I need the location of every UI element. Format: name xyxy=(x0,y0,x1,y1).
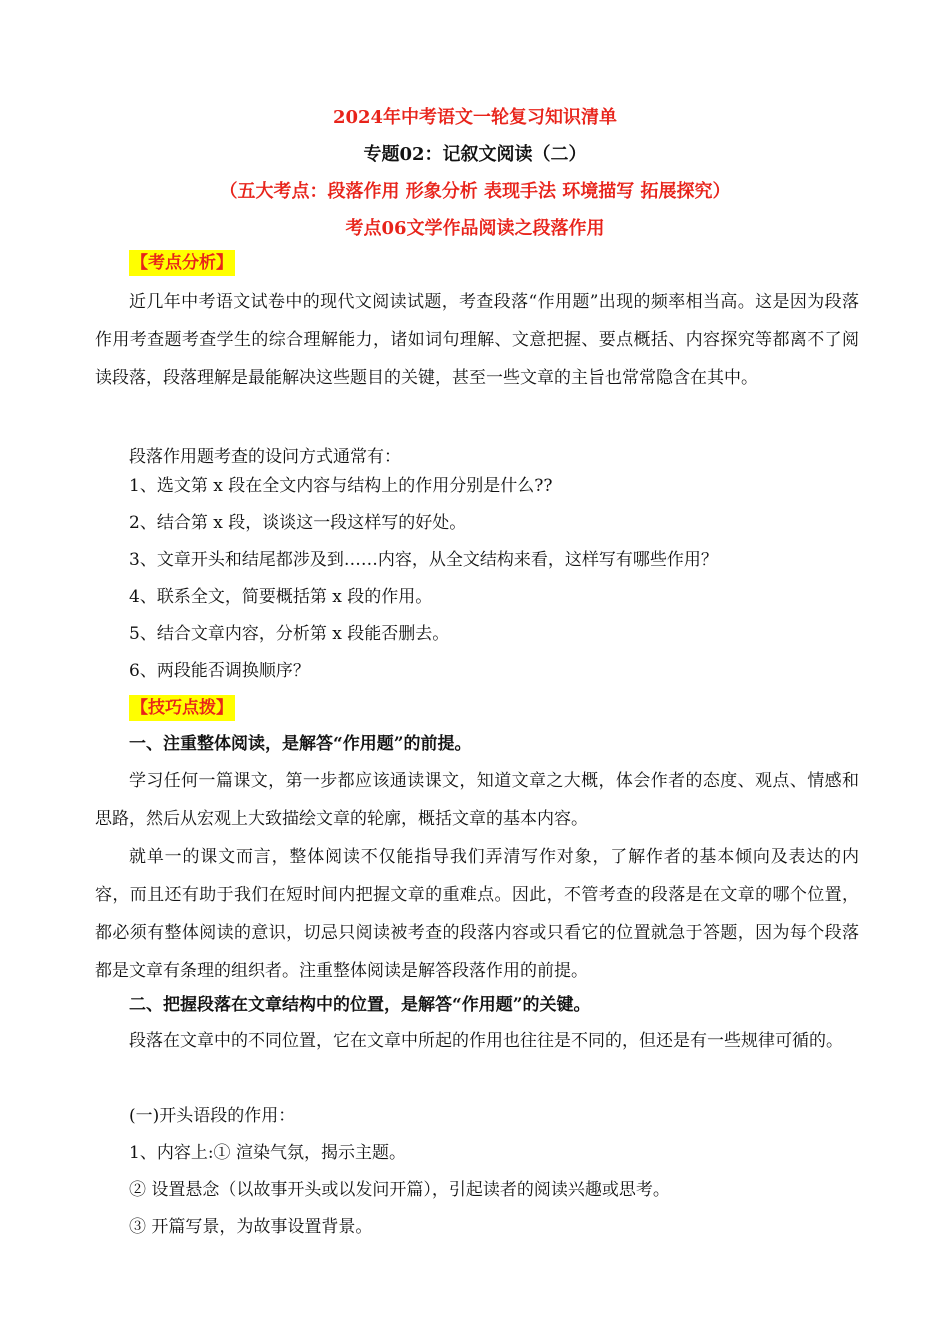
doc-topic: 专题02：记叙文阅读（二） xyxy=(363,144,587,165)
question-intro: 段落作用题考查的设问方式通常有： xyxy=(129,447,401,467)
analysis-paragraph: 近几年中考语文试卷中的现代文阅读试题，考查段落“作用题”出现的频率相当高。这是因为段落作用考查题考查学生的综合理解能力，诸如词句理解、文意把握、要点概括、内容探究等都离不了阅读段落，段落理解是最能解决这些题目的关键，甚至一些文章的主旨也常常隐含在其中。 xyxy=(95,292,859,388)
skill-heading-2: 二、把握段落在文章结构中的位置，是解答“作用题”的关键。 xyxy=(129,995,591,1015)
question-item-2: 2、结合第 x 段，谈谈这一段这样写的好处。 xyxy=(129,513,467,533)
skill-heading-1: 一、注重整体阅读，是解答“作用题”的前提。 xyxy=(129,734,472,754)
skill-paragraph-1: 学习任何一篇课文，第一步都应该通读课文，知道文章之大概，体会作者的态度、观点、情感和思路，然后从宏观上大致描绘文章的轮廓，概括文章的基本内容。 xyxy=(95,771,859,829)
question-item-5: 5、结合文章内容，分析第 x 段能否删去。 xyxy=(129,624,450,644)
skill-paragraph-3: 段落在文章中的不同位置，它在文章中所起的作用也往往是不同的，但还是有一些规律可循的。 xyxy=(129,1031,843,1051)
question-item-3: 3、文章开头和结尾都涉及到……内容，从全文结构来看，这样写有哪些作用？ xyxy=(129,550,718,570)
tag-skills: 【技巧点拨】 xyxy=(129,695,235,721)
tag-analysis: 【考点分析】 xyxy=(129,250,235,276)
doc-points: （五大考点：段落作用 形象分析 表现手法 环境描写 拓展探究） xyxy=(219,181,731,202)
doc-subtitle: 考点06文学作品阅读之段落作用 xyxy=(345,218,605,239)
skill-paragraph-2: 就单一的课文而言，整体阅读不仅能指导我们弄清写作对象，了解作者的基本倾向及表达的内容，而且还有助于我们在短时间内把握文章的重难点。因此，不管考查的段落是在文章的哪个位置，都必须有整体阅读的意识，切忌只阅读被考查的段落内容或只看它的位置就急于答题，因为每个段落都是文章有条理的组织者。注重整体阅读是解答段落作用的前提。 xyxy=(95,847,859,981)
opening-section-label: (一)开头语段的作用： xyxy=(129,1106,296,1126)
opening-item-1: 1、内容上:① 渲染气氛，揭示主题。 xyxy=(129,1143,406,1163)
opening-item-3: ③ 开篇写景，为故事设置背景。 xyxy=(129,1217,373,1237)
doc-title: 2024年中考语文一轮复习知识清单 xyxy=(332,107,618,128)
question-item-6: 6、两段能否调换顺序？ xyxy=(129,661,310,681)
question-item-1: 1、选文第 x 段在全文内容与结构上的作用分别是什么?? xyxy=(129,476,553,496)
opening-item-2: ② 设置悬念（以故事开头或以发问开篇），引起读者的阅读兴趣或思考。 xyxy=(129,1180,670,1200)
question-item-4: 4、联系全文，简要概括第 x 段的作用。 xyxy=(129,587,433,607)
